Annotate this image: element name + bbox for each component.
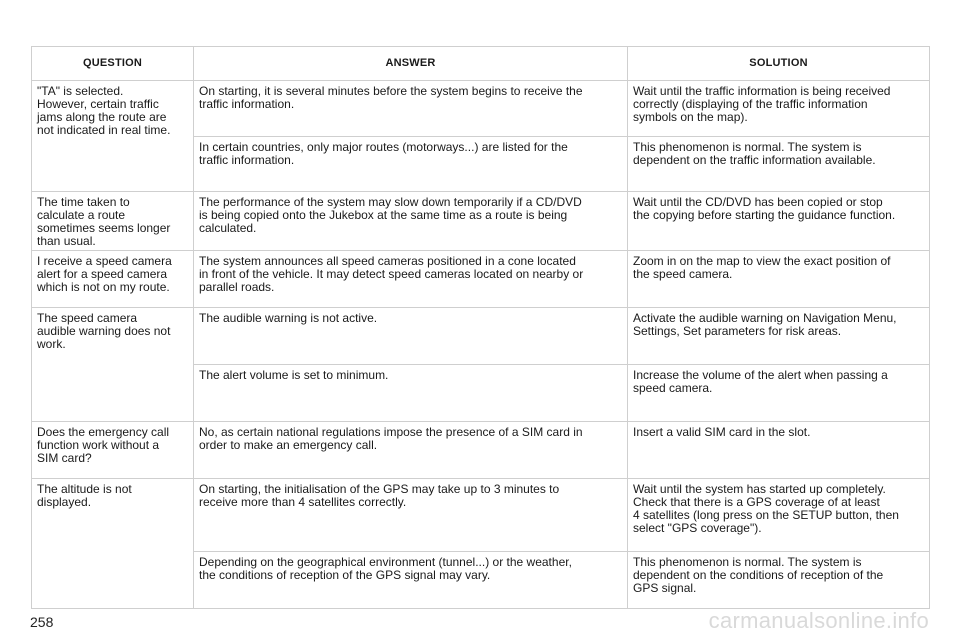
question-header: QUESTION: [32, 47, 194, 81]
solution-cell: Wait until the traffic information is being received correctly (displaying of the traffic information symbols on the map).: [628, 81, 930, 137]
answer-header: ANSWER: [194, 47, 628, 81]
faq-table: [31, 46, 930, 609]
answer-cell: In certain countries, only major routes (motorways...) are listed for the traffic information.: [194, 137, 628, 192]
header-row: [32, 47, 930, 81]
solution-cell: This phenomenon is normal. The system is dependent on the traffic information available.: [628, 137, 930, 192]
solution-cell: Activate the audible warning on Navigation Menu, Settings, Set parameters for risk areas.: [628, 308, 930, 365]
solution-cell: Insert a valid SIM card in the slot.: [628, 422, 930, 479]
answer-cell: The audible warning is not active.: [194, 308, 628, 365]
question-cell: The altitude is not displayed.: [32, 479, 194, 609]
question-cell: Does the emergency call function work without a SIM card?: [32, 422, 194, 479]
solution-cell: Wait until the system has started up completely. Check that there is a GPS coverage of at least 4 satellites (long press on the SETUP button, then select "GPS coverage").: [628, 479, 930, 552]
answer-cell: The performance of the system may slow down temporarily if a CD/DVD is being copied onto the Jukebox at the same time as a route is being calculated.: [194, 192, 628, 251]
question-cell: The time taken to calculate a route sometimes seems longer than usual.: [32, 192, 194, 251]
question-cell: I receive a speed camera alert for a speed camera which is not on my route.: [32, 251, 194, 308]
solution-cell: This phenomenon is normal. The system is dependent on the conditions of reception of the GPS signal.: [628, 552, 930, 609]
table-row: [32, 192, 930, 251]
question-cell: "TA" is selected. However, certain traffic jams along the route are not indicated in real time.: [32, 81, 194, 192]
answer-cell: On starting, the initialisation of the GPS may take up to 3 minutes to receive more than 4 satellites correctly.: [194, 479, 628, 552]
solution-cell: Increase the volume of the alert when passing a speed camera.: [628, 365, 930, 422]
solution-cell: Wait until the CD/DVD has been copied or stop the copying before starting the guidance function.: [628, 192, 930, 251]
table-row: [32, 81, 930, 137]
answer-cell: The system announces all speed cameras positioned in a cone located in front of the vehicle. It may detect speed cameras located on nearby or parallel roads.: [194, 251, 628, 308]
answer-cell: On starting, it is several minutes before the system begins to receive the traffic information.: [194, 81, 628, 137]
answer-cell: The alert volume is set to minimum.: [194, 365, 628, 422]
table-row: [32, 422, 930, 479]
answer-cell: No, as certain national regulations impose the presence of a SIM card in order to make an emergency call.: [194, 422, 628, 479]
page-number: 258: [30, 614, 54, 630]
solution-cell: Zoom in on the map to view the exact position of the speed camera.: [628, 251, 930, 308]
solution-header: SOLUTION: [628, 47, 930, 81]
watermark: carmanualsonline.info: [708, 608, 929, 633]
answer-cell: Depending on the geographical environment (tunnel...) or the weather, the conditions of reception of the GPS signal may vary.: [194, 552, 628, 609]
table-row: [32, 251, 930, 308]
table-row: [32, 308, 930, 365]
table-row: [32, 479, 930, 552]
question-cell: The speed camera audible warning does not work.: [32, 308, 194, 422]
